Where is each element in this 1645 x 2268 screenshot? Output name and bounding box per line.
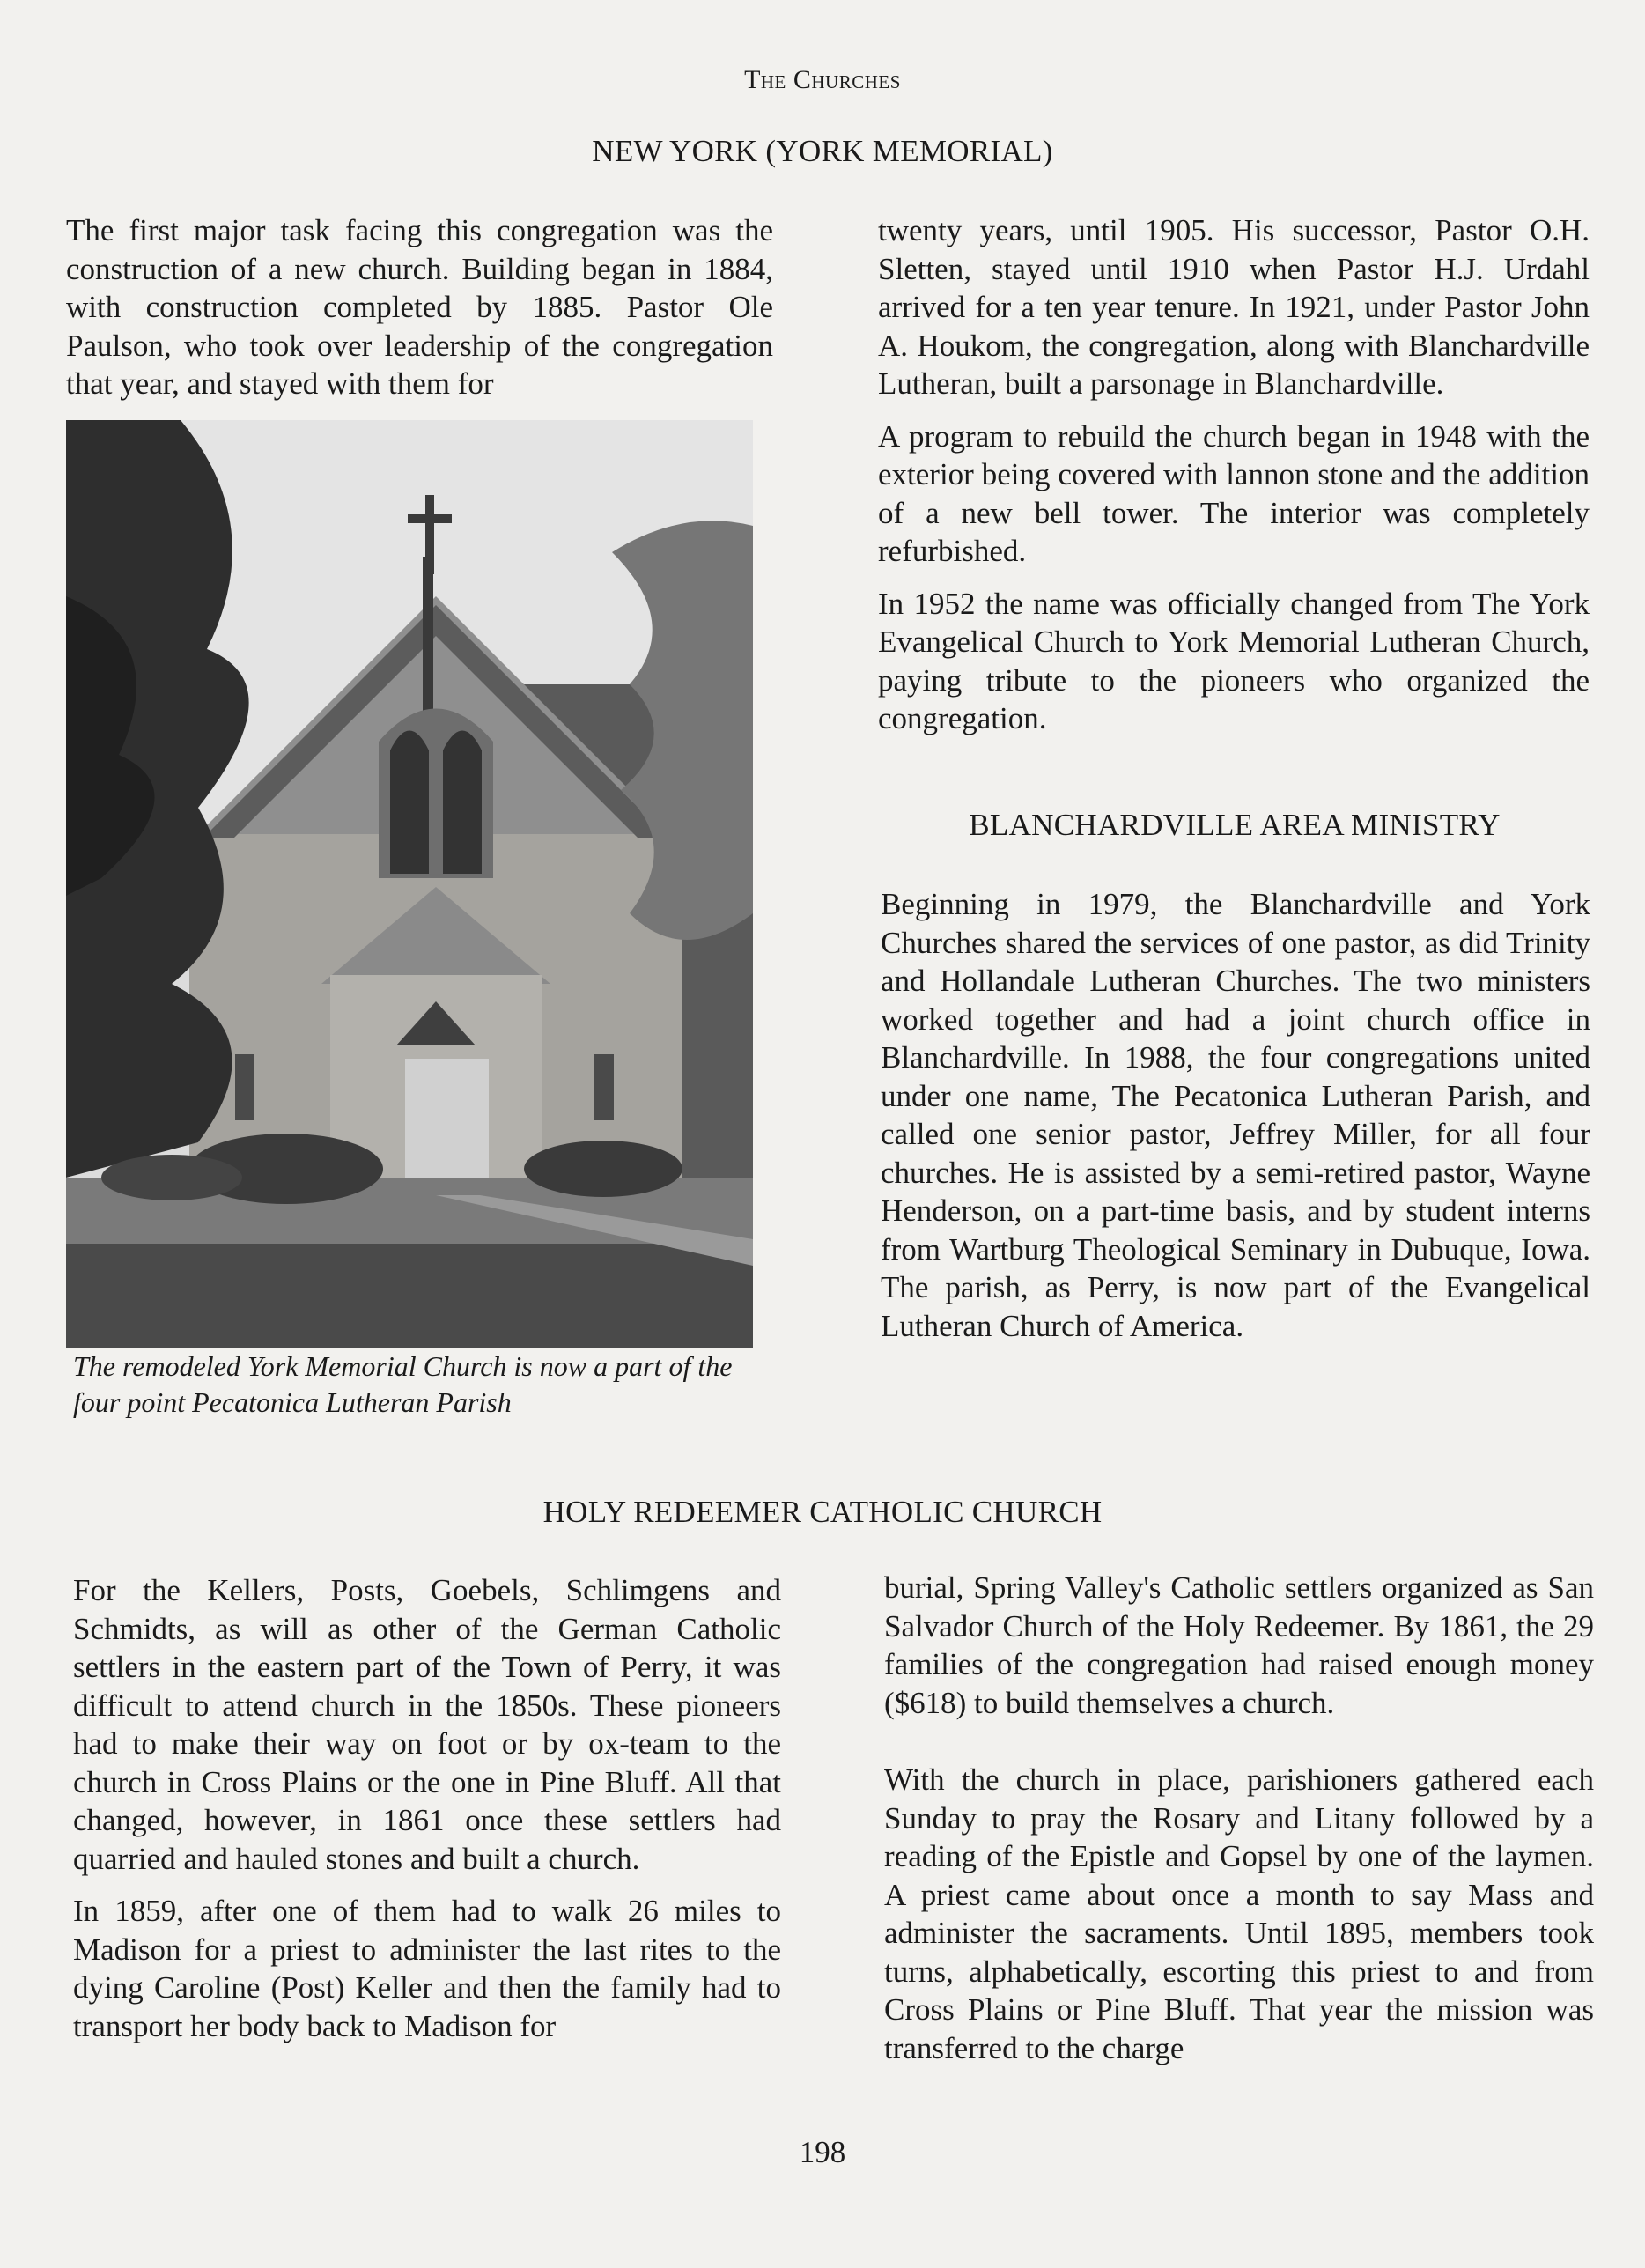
new-york-left-column [66, 211, 773, 417]
new-york-intro-paragraph: The first major task facing this congregation was the construction of a new church. Building began in 1884, with construction completed by 1885. Pastor Ole Paulson, who took over leadership of the congregation that year, and stayed with them for [66, 213, 773, 401]
holy-redeemer-paragraph-3: burial, Spring Valley's Catholic settlers organized as San Salvador Church of the Holy Redeemer. By 1861, the 29 families of the congregation had raised enough money ($618) to build themselves a church. [884, 1570, 1594, 1720]
section-title-blanchardville: BLANCHARDVILLE AREA MINISTRY [969, 808, 1501, 842]
page-number: 198 [799, 2135, 846, 2169]
church-illustration [66, 420, 753, 1348]
new-york-right-column [878, 211, 1590, 752]
holy-redeemer-paragraph-2: In 1859, after one of them had to walk 26 miles to Madison for a priest to administer the last rites to the dying Caroline (Post) Keller and then the family had to transport her body back to Madison for [73, 1894, 781, 2043]
photo-caption: The remodeled York Memorial Church is now a part of the four point Pecatonica Lutheran Parish [73, 1350, 733, 1418]
section-title-new-york: NEW YORK (YORK MEMORIAL) [592, 134, 1053, 168]
blanchardville-column [881, 885, 1590, 1359]
new-york-paragraph-2: A program to rebuild the church began in 1948 with the exterior being covered with lannon stone and the addition of a new bell tower. The interior was completely refurbished. [878, 418, 1590, 568]
blanchardville-paragraph: Beginning in 1979, the Blanchardville and York Churches shared the services of one pastor, as did Trinity and Hollandale Lutheran Churches. The two ministers worked together and had a joint church office in Blanchardville. In 1988, the four congregations united under one name, The Pecatonica Lutheran Parish, and called one senior pastor, Jeffrey Miller, for all four churches. He is assisted by a semi-retired pastor, Wayne Henderson, on a part-time basis, and by student interns from Wartburg Theological Seminary in Dubuque, Iowa. The parish, as Perry, is now part of the Evangelical Lutheran Church of America. [881, 887, 1590, 1343]
holy-redeemer-paragraph-1: For the Kellers, Posts, Goebels, Schlimgens and Schmidts, as will as other of the German Catholic settlers in the eastern part of the Town of Perry, it was difficult to attend church in the 1850s. These pioneers had to make their way on foot or by ox-team to the church in Cross Plains or the one in Pine Bluff. All that changed, however, in 1861 once these settlers had quarried and hauled stones and built a church. [73, 1573, 781, 1876]
new-york-paragraph-3: In 1952 the name was officially changed from The York Evangelical Church to York Memorial Lutheran Church, paying tribute to the pioneers who organized the congregation. [878, 586, 1590, 735]
holy-redeemer-paragraph-4: With the church in place, parishioners gathered each Sunday to pray the Rosary and Litany followed by a reading of the Epistle and Gopsel by one of the laymen. A priest came about once a month to say Mass and administer the sacraments. Until 1895, members took turns, alphabetically, escorting this priest to and from Cross Plains or Pine Bluff. That year the mission was transferred to the charge [884, 1762, 1594, 2065]
section-title-holy-redeemer: HOLY REDEEMER CATHOLIC CHURCH [542, 1495, 1103, 1529]
holy-redeemer-right-column [884, 1569, 1594, 2081]
running-head-initial: T [744, 65, 761, 94]
holy-redeemer-left-column [73, 1571, 781, 2059]
running-head-rest: he Churches [760, 65, 901, 94]
new-york-paragraph-1: twenty years, until 1905. His successor, Pastor O.H. Sletten, stayed until 1910 when Pastor H.J. Urdahl arrived for a ten year tenure. In 1921, under Pastor John A. Houkom, the congregation, along with Blanchardville Lutheran, built a parsonage in Blanchardville. [878, 213, 1590, 401]
running-head [0, 65, 1645, 95]
church-photo [66, 420, 753, 1348]
